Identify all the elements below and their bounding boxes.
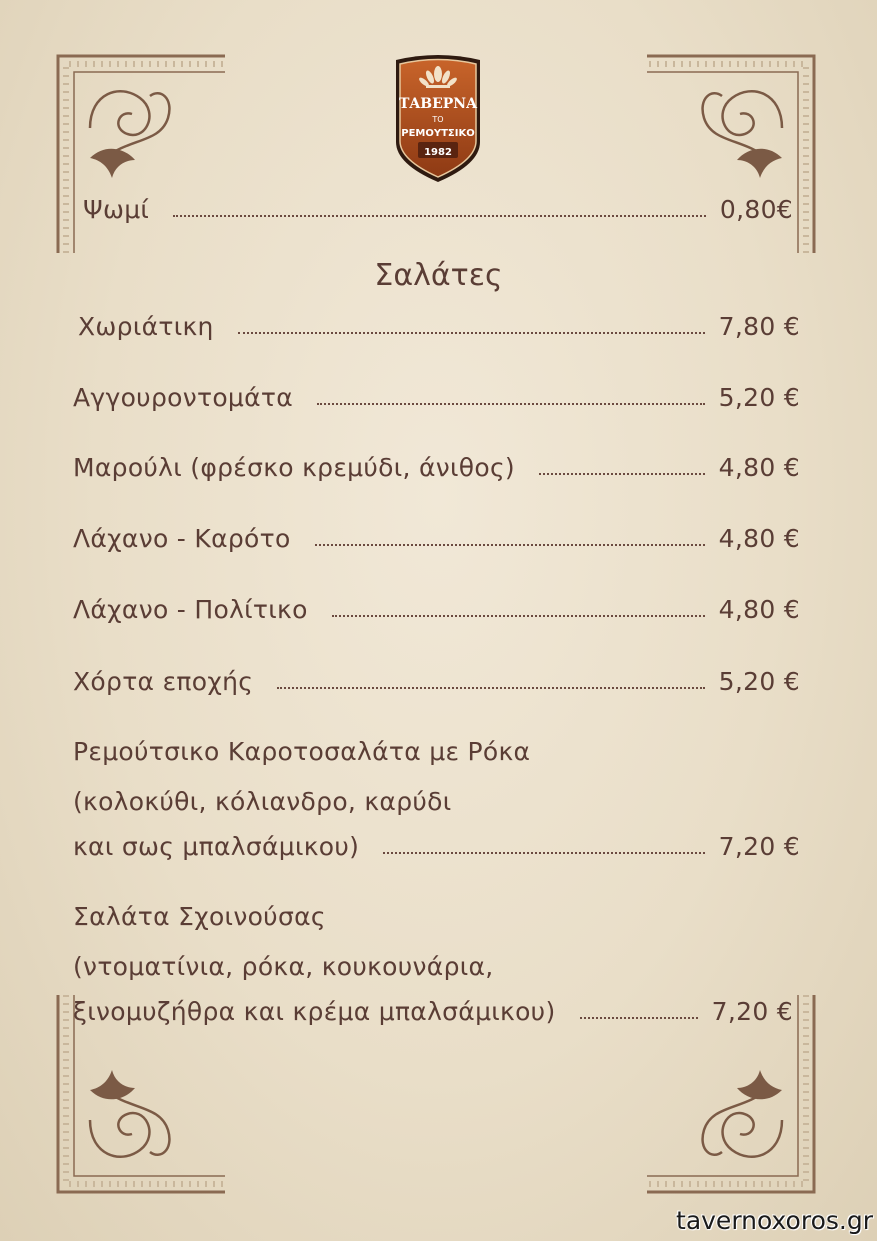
dot-leader <box>332 615 705 617</box>
item-name: Χωριάτικη <box>78 312 214 341</box>
item-price: 7,80 € <box>718 312 800 341</box>
item-price: 4,80 € <box>718 595 800 624</box>
menu-item <box>73 524 800 553</box>
corner-ornament-top-right <box>642 48 822 258</box>
item-price: 4,80 € <box>718 524 800 553</box>
item-name: Λάχανο - Καρότο <box>73 524 291 553</box>
item-price: 5,20 € <box>718 383 800 412</box>
dot-leader <box>317 403 705 405</box>
menu-item <box>73 453 800 482</box>
dot-leader <box>277 687 704 689</box>
dot-leader <box>580 1017 698 1019</box>
site-watermark: tavernoxoros.gr <box>676 1206 873 1235</box>
item-name: Λάχανο - Πολίτικο <box>73 595 308 624</box>
logo-text-taverna: ΤΑΒΕΡΝΑ <box>399 96 477 112</box>
item-price: 4,80 € <box>718 453 800 482</box>
item-name: Χόρτα εποχής <box>73 667 254 696</box>
item-line: (ντοματίνια, ρόκα, κουκουνάρια, <box>73 952 494 981</box>
dot-leader <box>539 473 705 475</box>
menu-item-bread <box>83 195 793 224</box>
corner-ornament-top-left <box>50 48 230 258</box>
item-line: Ρεμούτσικο Καροτοσαλάτα με Ρόκα <box>73 737 531 766</box>
item-name: και σως μπαλσάμικου) <box>73 832 360 861</box>
item-name: Ψωμί <box>83 195 150 224</box>
item-name: Μαρούλι (φρέσκο κρεμύδι, άνιθος) <box>73 453 515 482</box>
item-price: 7,20 € <box>711 997 793 1026</box>
menu-item <box>78 312 800 341</box>
item-price: 7,20 € <box>718 832 800 861</box>
dot-leader <box>315 544 705 546</box>
item-price: 5,20 € <box>718 667 800 696</box>
dot-leader <box>238 332 705 334</box>
taverna-logo <box>390 52 486 184</box>
logo-year: 1982 <box>424 147 452 158</box>
item-line: (κολοκύθι, κόλιανδρο, καρύδι <box>73 787 452 816</box>
logo-text-to: ΤΟ <box>432 115 444 124</box>
logo-text-remoutsiko: ΡΕΜΟΥΤΣΙΚΟ <box>401 128 475 139</box>
dot-leader <box>383 852 704 854</box>
menu-item <box>73 383 800 412</box>
menu-item <box>73 595 800 624</box>
item-price: 0,80€ <box>719 195 793 224</box>
dot-leader <box>173 215 706 217</box>
item-line: Σαλάτα Σχοινούσας <box>73 902 326 931</box>
item-name: Αγγουροντομάτα <box>73 383 294 412</box>
menu-item <box>73 997 793 1026</box>
section-title: Σαλάτες <box>374 258 503 293</box>
item-name: ξινομυζήθρα και κρέμα μπαλσάμικου) <box>73 997 556 1026</box>
menu-item <box>73 832 800 861</box>
menu-item <box>73 667 800 696</box>
